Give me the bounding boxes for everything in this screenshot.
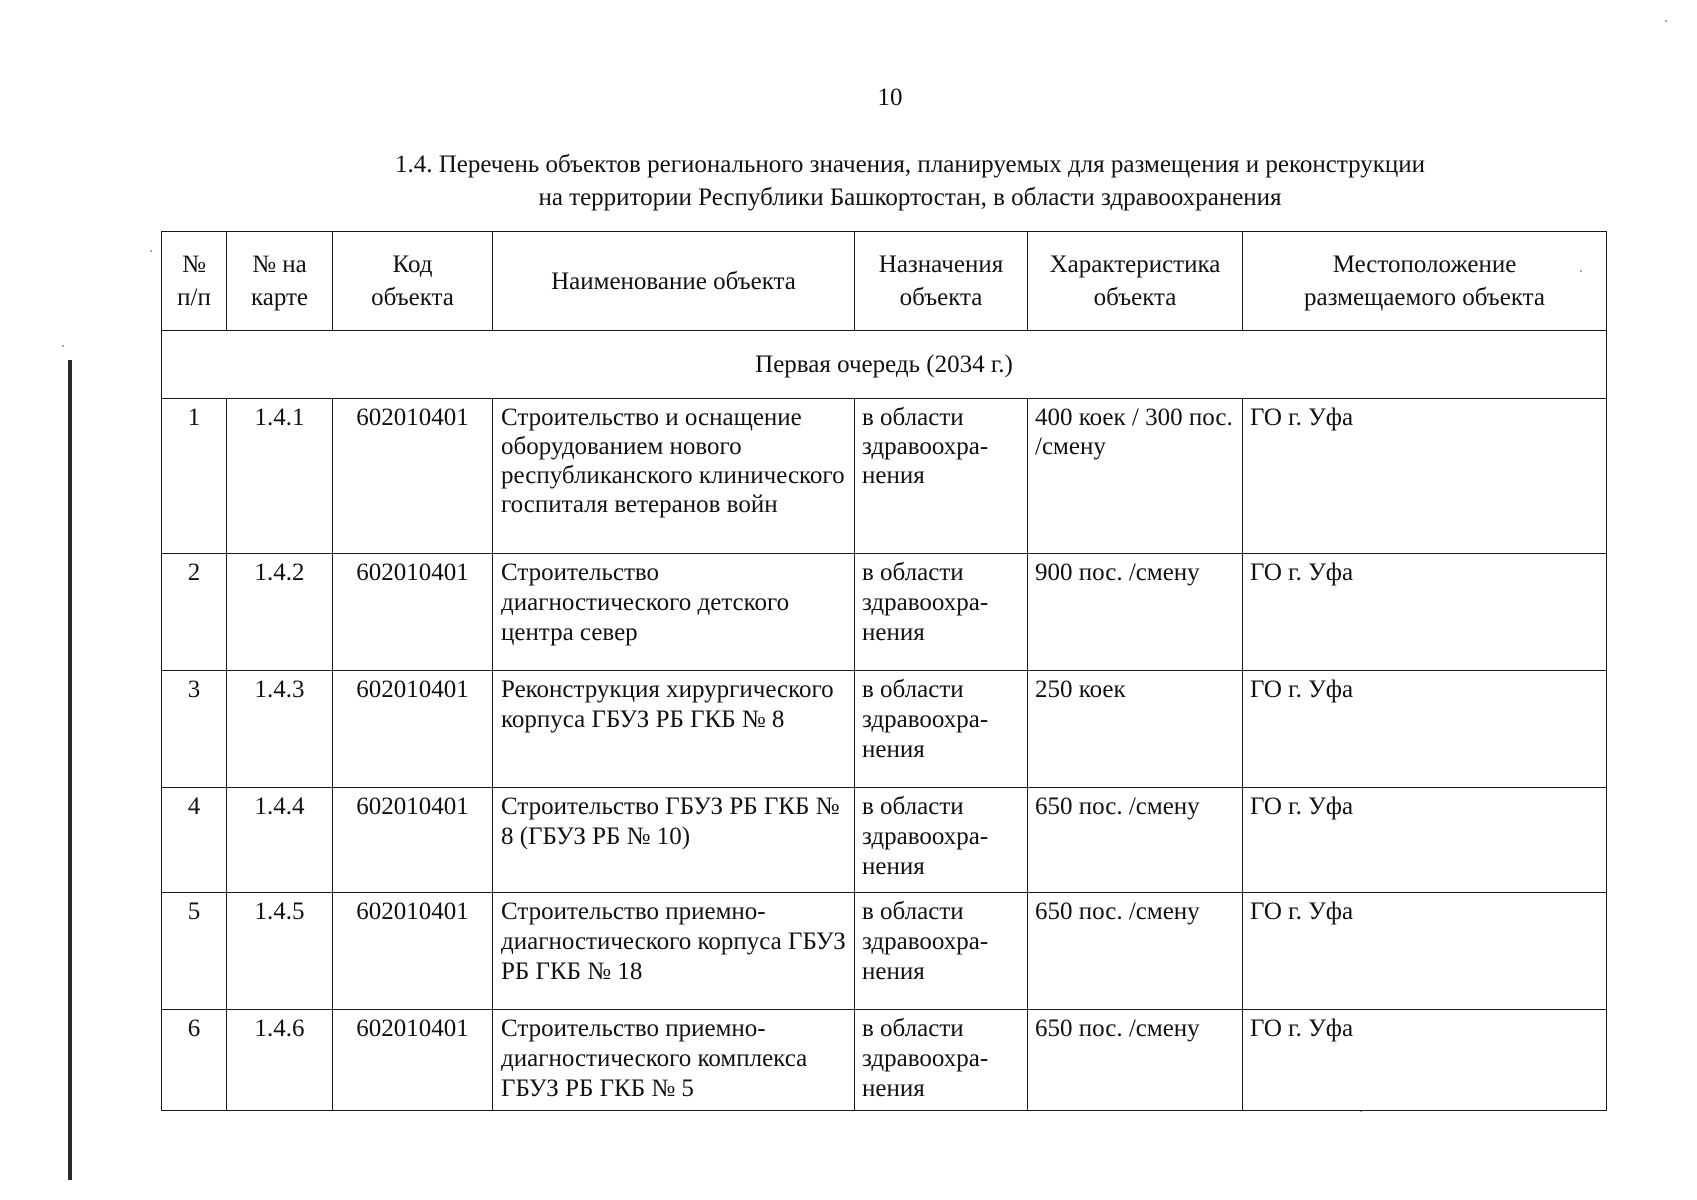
- table-row: [162, 399, 1607, 554]
- table-header-row: [162, 232, 1607, 331]
- header-num-line: №: [182, 251, 206, 278]
- scan-binding-edge: [68, 360, 72, 1180]
- header-num-line: п/п: [177, 284, 211, 311]
- cell-purpose: в области здравоохра-нения: [855, 399, 1028, 554]
- header-characteristic: [1028, 232, 1243, 331]
- cell-name: Строительство приемно-диагностического комплекса ГБУЗ РБ ГКБ № 5: [493, 1010, 855, 1111]
- cell-code: 602010401: [333, 1010, 493, 1111]
- header-map-line: карте: [250, 284, 309, 311]
- objects-table: [161, 231, 1607, 1111]
- cell-location: ГО г. Уфа: [1243, 399, 1607, 554]
- cell-characteristic: 650 пос. /смену: [1028, 1010, 1243, 1111]
- header-code: [333, 232, 493, 331]
- cell-purpose: в области здравоохра-нения: [855, 893, 1028, 1010]
- header-map: [227, 232, 333, 331]
- header-map-line: № на: [252, 251, 307, 278]
- header-purpose: [855, 232, 1028, 331]
- heading-line-2: на территории Республики Башкортостан, в области здравоохранения: [538, 184, 1282, 211]
- cell-characteristic: 400 коек / 300 пос. /смену: [1028, 399, 1243, 554]
- cell-location: ГО г. Уфа: [1243, 671, 1607, 788]
- cell-code: 602010401: [333, 554, 493, 671]
- cell-purpose: в области здравоохра-нения: [855, 554, 1028, 671]
- header-code-line: объекта: [371, 284, 454, 311]
- header-name: Наименование объекта: [493, 232, 855, 331]
- cell-purpose: в области здравоохра-нения: [855, 671, 1028, 788]
- scan-speck: [62, 345, 64, 347]
- cell-location: ГО г. Уфа: [1243, 893, 1607, 1010]
- header-purpose-line: Назначения: [878, 251, 1004, 278]
- table-row: [162, 1010, 1607, 1111]
- cell-num: 6: [162, 1010, 227, 1111]
- cell-map: 1.4.1: [227, 399, 333, 554]
- cell-num: 1: [162, 399, 227, 554]
- cell-map: 1.4.3: [227, 671, 333, 788]
- heading-line-1: 1.4. Перечень объектов регионального значения, планируемых для размещения и реконструкции: [394, 151, 1426, 178]
- cell-location: ГО г. Уфа: [1243, 788, 1607, 893]
- section-row: [162, 331, 1607, 399]
- header-location-line: размещаемого объекта: [1304, 284, 1545, 311]
- page-heading: [300, 148, 1520, 214]
- cell-characteristic: 650 пос. /смену: [1028, 788, 1243, 893]
- page-number: 10: [877, 84, 903, 111]
- cell-code: 602010401: [333, 893, 493, 1010]
- scan-speck: [1665, 20, 1667, 22]
- cell-name: Реконструкция хирургического корпуса ГБУЗ РБ ГКБ № 8: [493, 671, 855, 788]
- cell-code: 602010401: [333, 671, 493, 788]
- cell-characteristic: 900 пос. /смену: [1028, 554, 1243, 671]
- cell-map: 1.4.5: [227, 893, 333, 1010]
- table-row: [162, 554, 1607, 671]
- cell-num: 4: [162, 788, 227, 893]
- cell-map: 1.4.6: [227, 1010, 333, 1111]
- cell-name: Строительство диагностического детского центра север: [493, 554, 855, 671]
- scan-speck: [150, 250, 152, 252]
- cell-location: ГО г. Уфа: [1243, 554, 1607, 671]
- table-row: [162, 893, 1607, 1010]
- cell-map: 1.4.2: [227, 554, 333, 671]
- table-row: [162, 671, 1607, 788]
- cell-purpose: в области здравоохра-нения: [855, 788, 1028, 893]
- section-title: Первая очередь (2034 г.): [162, 331, 1607, 399]
- header-characteristic-line: Характеристика: [1049, 251, 1221, 278]
- cell-num: 3: [162, 671, 227, 788]
- header-purpose-line: объекта: [899, 284, 983, 311]
- cell-num: 5: [162, 893, 227, 1010]
- cell-characteristic: 250 коек: [1028, 671, 1243, 788]
- header-num: [162, 232, 227, 331]
- header-location: [1243, 232, 1607, 331]
- cell-code: 602010401: [333, 399, 493, 554]
- cell-purpose: в области здравоохра-нения: [855, 1010, 1028, 1111]
- cell-characteristic: 650 пос. /смену: [1028, 893, 1243, 1010]
- header-characteristic-line: объекта: [1093, 284, 1177, 311]
- header-location-line: Местоположение: [1332, 251, 1517, 278]
- cell-name: Строительство ГБУЗ РБ ГКБ № 8 (ГБУЗ РБ № 10): [493, 788, 855, 893]
- header-code-line: Код: [392, 251, 433, 278]
- table-row: [162, 788, 1607, 893]
- cell-name: Строительство приемно-диагностического корпуса ГБУЗ РБ ГКБ № 18: [493, 893, 855, 1010]
- cell-code: 602010401: [333, 788, 493, 893]
- cell-num: 2: [162, 554, 227, 671]
- cell-location: ГО г. Уфа: [1243, 1010, 1607, 1111]
- cell-map: 1.4.4: [227, 788, 333, 893]
- cell-name: Строительство и оснащение оборудованием нового республиканского клинического госпиталя ветеранов войн: [493, 399, 855, 554]
